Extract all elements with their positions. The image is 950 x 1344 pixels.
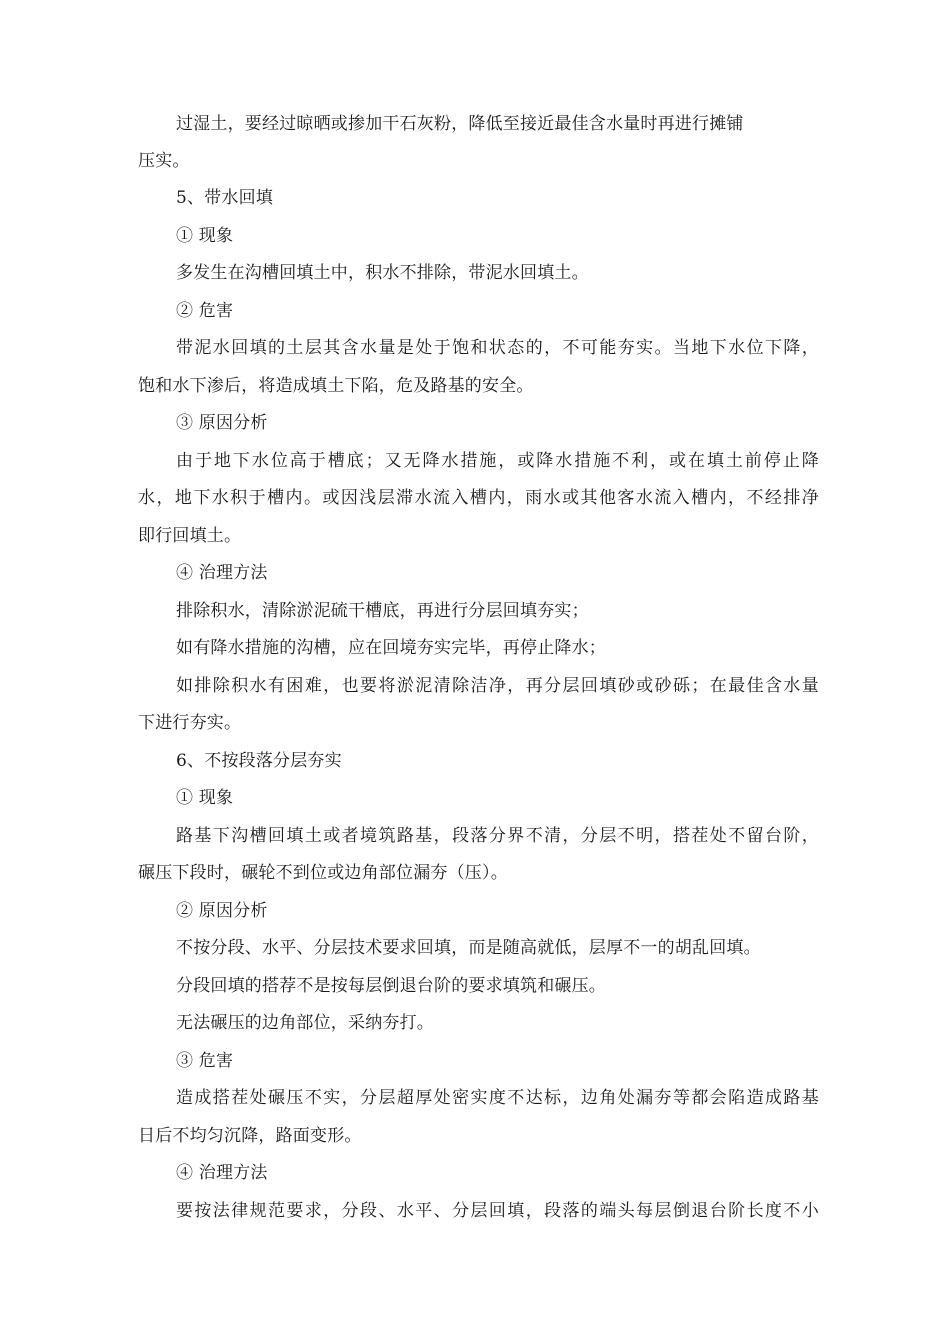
paragraph-line: 如排除积水有困难，也要将淤泥清除洁净，再分层回填砂或砂砾；在最佳含水量: [176, 676, 819, 696]
paragraph-line: 日后不均匀沉降，路面变形。: [138, 1126, 362, 1146]
paragraph-line: 过湿土，要经过晾晒或掺加干石灰粉，降低至接近最佳含水量时再进行摊铺: [176, 114, 744, 134]
subsection-heading: ① 现象: [176, 226, 234, 246]
paragraph-line: 下进行夯实。: [138, 713, 242, 733]
paragraph-line: 饱和水下渗后，将造成填土下陷，危及路基的安全。: [138, 376, 534, 396]
subsection-heading: ① 现象: [176, 788, 234, 808]
paragraph-line: 要按法律规范要求，分段、水平、分层回填，段落的端头每层倒退台阶长度不小: [176, 1201, 819, 1221]
paragraph-line: 带泥水回填的土层其含水量是处于饱和状态的，不可能夯实。当地下水位下降，: [176, 338, 819, 358]
paragraph-line: 无法碾压的边角部位，采纳夯打。: [176, 1013, 434, 1033]
paragraph-line: 分段回填的搭荐不是按每层倒退台阶的要求填筑和碾压。: [176, 976, 606, 996]
subsection-heading: ② 原因分析: [176, 901, 268, 921]
paragraph-line: 路基下沟槽回填土或者境筑路基，段落分界不清，分层不明，搭茬处不留台阶，: [176, 826, 819, 846]
subsection-heading: ④ 治理方法: [176, 1163, 268, 1183]
subsection-heading: ③ 危害: [176, 1051, 234, 1071]
paragraph-line: 碾压下段时，碾轮不到位或边角部位漏夯（压）。: [138, 863, 508, 883]
subsection-heading: ④ 治理方法: [176, 563, 268, 583]
paragraph-line: 造成搭茬处碾压不实，分层超厚处密实度不达标，边角处漏夯等都会陷造成路基: [176, 1088, 819, 1108]
subsection-heading: ③ 原因分析: [176, 413, 268, 433]
paragraph-line: 不按分段、水平、分层技术要求回填，而是随高就低，层厚不一的胡乱回填。: [176, 938, 761, 958]
section-heading: 5、带水回填: [176, 188, 274, 208]
paragraph-line: 水，地下水积于槽内。或因浅层滞水流入槽内，雨水或其他客水流入槽内，不经排净: [138, 488, 819, 508]
paragraph-line: 排除积水，清除淤泥硫干槽底，再进行分层回填夯实；: [176, 601, 589, 621]
section-heading: 6、不按段落分层夯实: [176, 751, 342, 771]
paragraph-line: 如有降水措施的沟槽，应在回境夯实完毕，再停止降水；: [176, 638, 606, 658]
paragraph-line: 压实。: [138, 151, 190, 171]
paragraph-line: 即行回填土。: [138, 526, 242, 546]
paragraph-line: 由于地下水位高于槽底；又无降水措施，或降水措施不利，或在填土前停止降: [176, 451, 819, 471]
paragraph-line: 多发生在沟槽回填土中，积水不排除，带泥水回填土。: [176, 263, 589, 283]
subsection-heading: ② 危害: [176, 301, 234, 321]
